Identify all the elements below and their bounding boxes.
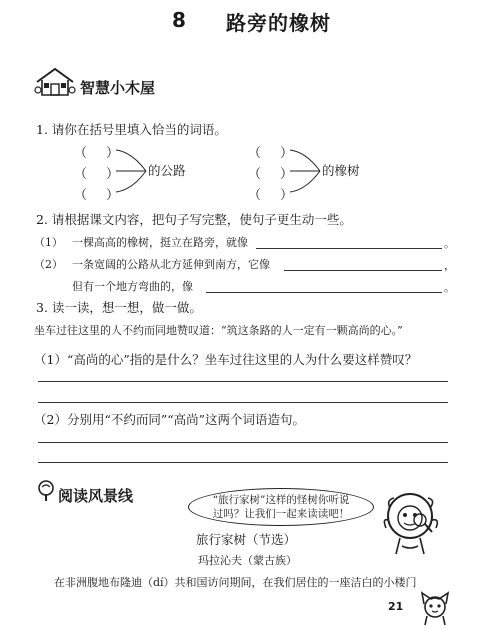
blank-paren-close: ） <box>280 167 294 182</box>
q2-item-2-label: （2） <box>34 258 63 271</box>
q2-item-2-text: 一条宽阔的公路从北方延伸到南方，它像 <box>72 258 270 271</box>
bubble-line-1: “旅行家树”这样的怪树你听说 <box>212 494 350 506</box>
q3-quote: 坐车过往这里的人不约而同地赞叹道：“筑这条路的人一定有一颗高尚的心。” <box>34 324 403 337</box>
blank-paren-close: ） <box>280 188 294 203</box>
cabin-icon <box>34 66 76 98</box>
story-title: 旅行家树（节选） <box>196 532 297 547</box>
q2-item-1-text: 一棵高高的橡树，挺立在路旁，就像 <box>72 236 248 249</box>
q2-item-1-label: （1） <box>34 236 63 249</box>
bubble-line-2: 过吗？让我们一起来读读吧！ <box>212 508 350 520</box>
q2-item-2-end: ， <box>444 259 455 272</box>
lion-cartoon-icon <box>380 490 442 556</box>
blank-paren-close: ） <box>106 188 120 203</box>
converging-arrow-icon <box>114 142 150 200</box>
blank-paren-open: （ <box>248 167 262 182</box>
section-title-reading: 阅读风景线 <box>58 487 134 505</box>
cat-mascot-icon <box>418 590 452 626</box>
blank-paren-open: （ <box>248 188 262 203</box>
blank-paren-open: （ <box>74 188 88 203</box>
blank-paren-close: ） <box>106 146 120 161</box>
question-2-prompt: 2. 请根据课文内容，把句子写完整，使句子更生动一些。 <box>36 212 352 227</box>
answer-line[interactable] <box>38 381 448 382</box>
page-number: 21 <box>388 600 404 613</box>
blank-paren-open: （ <box>248 146 262 161</box>
lesson-number: 8 <box>172 8 186 32</box>
target-phrase-oak: 的橡树 <box>322 163 360 178</box>
tree-icon <box>36 480 56 502</box>
q3-item-2: （2）分别用“不约而同”“高尚”这两个词语造句。 <box>34 412 306 427</box>
target-phrase-road: 的公路 <box>148 163 186 178</box>
q2-item-2-end2: 。 <box>444 281 455 294</box>
speech-bubble <box>188 488 374 526</box>
answer-line[interactable] <box>38 442 448 443</box>
blank-paren-close: ） <box>280 146 294 161</box>
page-title: 路旁的橡树 <box>226 11 331 35</box>
blank-paren-open: （ <box>74 146 88 161</box>
question-3-prompt: 3. 读一读，想一想，做一做。 <box>36 300 202 315</box>
section-title-wisdom-cabin: 智慧小木屋 <box>80 79 156 97</box>
question-1-prompt: 1. 请你在括号里填入恰当的词语。 <box>36 122 227 137</box>
answer-line[interactable] <box>38 462 448 463</box>
answer-line[interactable] <box>284 270 442 271</box>
blank-paren-open: （ <box>74 167 88 182</box>
answer-line[interactable] <box>38 402 448 403</box>
q3-item-1: （1）“高尚的心”指的是什么？坐车过往这里的人为什么要这样赞叹？ <box>34 352 418 367</box>
q2-item-2-line2: 但有一个地方弯曲的，像 <box>72 280 193 293</box>
blank-paren-close: ） <box>106 167 120 182</box>
story-author: 玛拉沁夫（蒙古族） <box>198 554 297 567</box>
answer-line[interactable] <box>256 248 442 249</box>
story-first-line: 在非洲腹地布隆迪（dí）共和国访问期间，在我们居住的一座洁白的小楼门 <box>54 576 417 589</box>
converging-arrow-icon <box>288 142 324 200</box>
q2-item-1-end: 。 <box>444 237 455 250</box>
answer-line[interactable] <box>206 292 442 293</box>
